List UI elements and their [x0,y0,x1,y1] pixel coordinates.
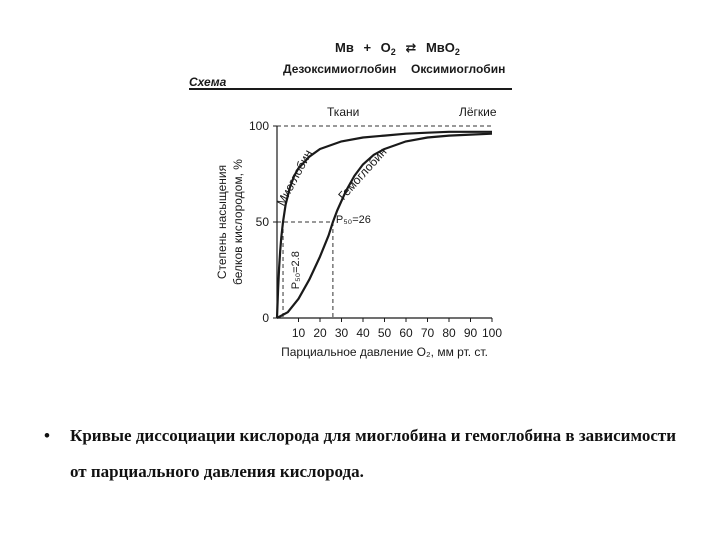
equation-reactant: Мв [335,40,354,55]
y-axis-label-line1: Степень насыщения [215,164,229,280]
x-tick-label: 40 [356,326,370,340]
hemoglobin-label: Гемоглобин [335,144,390,203]
x-tick-label: 70 [420,326,435,340]
x-axis-label: Парциальное давление O₂, мм рт. ст. [281,345,488,359]
equation [335,40,460,58]
equation-product-sub: 2 [454,47,460,57]
equation-o2-sub: 2 [390,47,396,57]
x-tick-label: 60 [399,326,413,340]
deoxy-label: Дезоксимиоглобин [283,62,397,76]
scheme-label: Схема [189,75,227,89]
p50-hemoglobin-label: P₅₀=26 [335,214,371,226]
equation-arrow-icon: ⇄ [405,40,417,55]
x-tick-label: 80 [442,326,456,340]
equation-plus: + [363,40,372,55]
p50-myoglobin-label: P₅₀=2.8 [290,251,303,290]
y-axis-label-line2: белков кислородом, % [231,159,245,285]
x-tick-label: 10 [291,326,306,340]
caption-text: Кривые диссоциации кислорода для миоглобина и гемоглобина в зависимости от парциального давления кислорода. [70,426,677,481]
equation-o2: O [380,40,391,55]
equation-product: МвO [425,40,455,55]
myoglobin-label: Миоглобин [273,147,316,209]
caption-bullet: • [44,426,50,445]
x-tick-label: 50 [377,326,392,340]
tissues-label: Ткани [327,105,360,119]
x-tick-label: 100 [481,326,503,340]
oxy-label: Оксимиоглобин [411,62,506,76]
x-tick-label: 90 [463,326,478,340]
chart-labels [274,145,390,289]
x-tick-label: 30 [334,326,349,340]
y-tick-label: 0 [262,311,269,325]
lungs-label: Лёгкие [459,105,497,119]
x-tick-label: 20 [313,326,327,340]
caption [44,418,684,490]
y-tick-label: 100 [248,119,269,133]
chart-axes [215,119,502,359]
y-tick-label: 50 [255,215,269,229]
